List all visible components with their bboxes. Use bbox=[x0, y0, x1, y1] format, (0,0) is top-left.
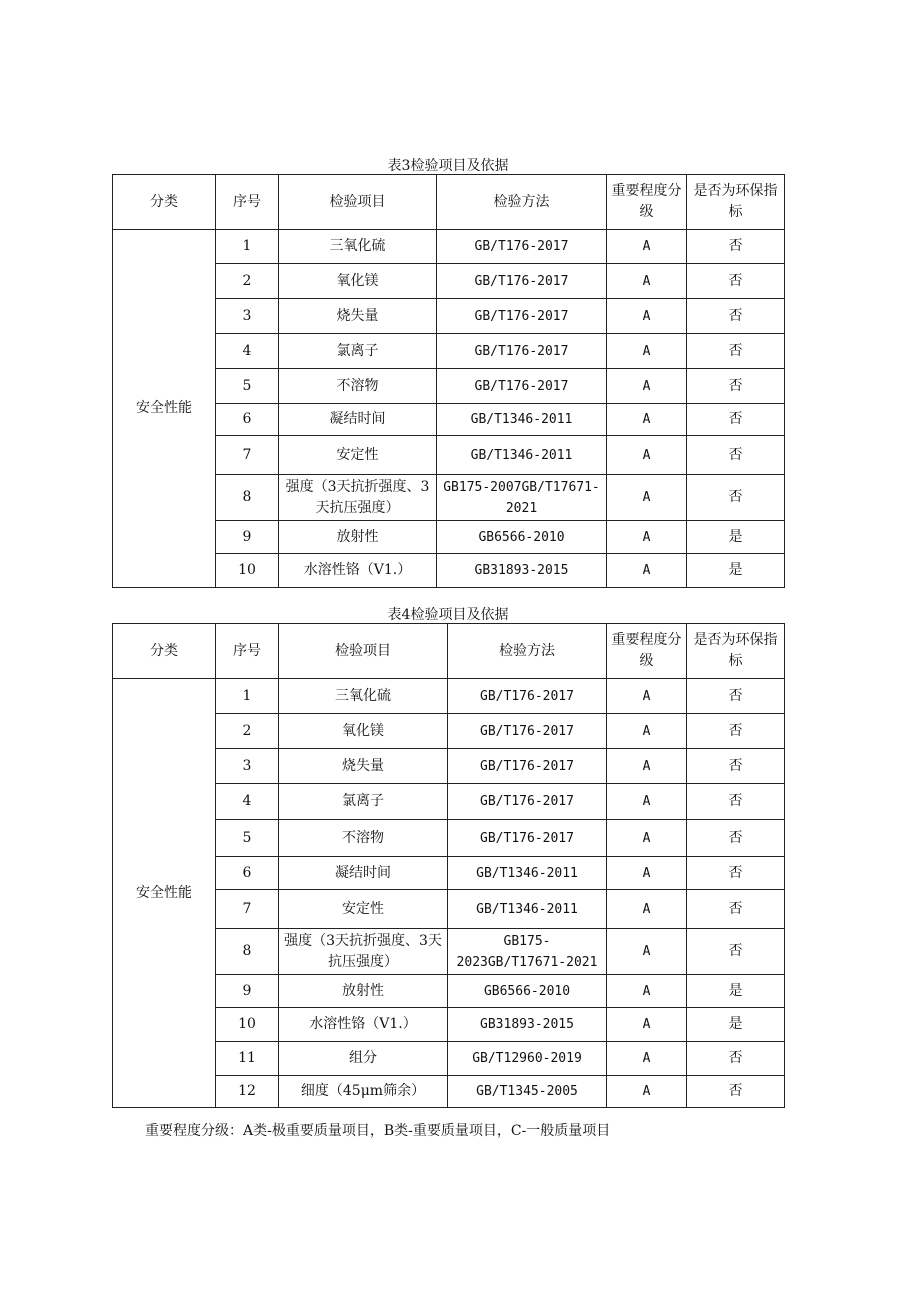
method-cell: GB/T176-2017 bbox=[448, 714, 607, 749]
method-cell: GB/T176-2017 bbox=[437, 264, 607, 299]
importance-cell: A bbox=[607, 820, 687, 857]
inspection-table-4 bbox=[112, 623, 785, 1108]
item-cell: 烧失量 bbox=[279, 749, 448, 784]
row-number-cell: 5 bbox=[216, 369, 279, 404]
env-indicator-cell: 是 bbox=[687, 975, 785, 1008]
row-number-cell: 9 bbox=[216, 521, 279, 554]
row-number-cell: 8 bbox=[216, 475, 279, 521]
importance-cell: A bbox=[607, 264, 687, 299]
env-indicator-cell: 是 bbox=[687, 1008, 785, 1042]
env-indicator-cell: 否 bbox=[687, 230, 785, 264]
category-cell: 安全性能 bbox=[113, 679, 216, 1108]
item-cell: 氧化镁 bbox=[279, 714, 448, 749]
header-method: 检验方法 bbox=[437, 175, 607, 230]
header-env-indicator: 是否为环保指标 bbox=[687, 175, 785, 230]
row-number-cell: 5 bbox=[216, 820, 279, 857]
method-cell: GB6566-2010 bbox=[437, 521, 607, 554]
method-cell: GB/T12960-2019 bbox=[448, 1042, 607, 1076]
importance-note: 重要程度分级：A类-极重要质量项目，B类-重要质量项目，C-一般质量项目 bbox=[145, 1123, 611, 1139]
env-indicator-cell: 否 bbox=[687, 679, 785, 714]
item-cell: 三氧化硫 bbox=[279, 230, 437, 264]
row-number-cell: 8 bbox=[216, 929, 279, 975]
row-number-cell: 1 bbox=[216, 679, 279, 714]
env-indicator-cell: 否 bbox=[687, 749, 785, 784]
env-indicator-cell: 是 bbox=[687, 521, 785, 554]
row-number-cell: 11 bbox=[216, 1042, 279, 1076]
method-cell: GB/T1346-2011 bbox=[437, 436, 607, 475]
header-method: 检验方法 bbox=[448, 624, 607, 679]
row-number-cell: 4 bbox=[216, 784, 279, 820]
importance-cell: A bbox=[607, 890, 687, 929]
item-cell: 氯离子 bbox=[279, 334, 437, 369]
method-cell: GB/T176-2017 bbox=[437, 334, 607, 369]
env-indicator-cell: 否 bbox=[687, 929, 785, 975]
method-cell: GB6566-2010 bbox=[448, 975, 607, 1008]
item-cell: 放射性 bbox=[279, 521, 437, 554]
header-number: 序号 bbox=[216, 624, 279, 679]
env-indicator-cell: 否 bbox=[687, 475, 785, 521]
env-indicator-cell: 否 bbox=[687, 264, 785, 299]
env-indicator-cell: 否 bbox=[687, 1042, 785, 1076]
item-cell: 氧化镁 bbox=[279, 264, 437, 299]
importance-cell: A bbox=[607, 679, 687, 714]
importance-cell: A bbox=[607, 929, 687, 975]
importance-cell: A bbox=[607, 714, 687, 749]
item-cell: 组分 bbox=[279, 1042, 448, 1076]
env-indicator-cell: 否 bbox=[687, 890, 785, 929]
importance-cell: A bbox=[607, 436, 687, 475]
row-number-cell: 2 bbox=[216, 714, 279, 749]
row-number-cell: 6 bbox=[216, 404, 279, 436]
item-cell: 放射性 bbox=[279, 975, 448, 1008]
method-cell: GB/T1346-2011 bbox=[448, 857, 607, 890]
env-indicator-cell: 否 bbox=[687, 436, 785, 475]
method-cell: GB/T176-2017 bbox=[448, 820, 607, 857]
env-indicator-cell: 否 bbox=[687, 820, 785, 857]
row-number-cell: 7 bbox=[216, 436, 279, 475]
method-cell: GB/T176-2017 bbox=[448, 749, 607, 784]
row-number-cell: 10 bbox=[216, 554, 279, 588]
item-cell: 细度（45μm筛余） bbox=[279, 1076, 448, 1108]
table-row bbox=[113, 679, 785, 714]
row-number-cell: 12 bbox=[216, 1076, 279, 1108]
header-env-indicator: 是否为环保指标 bbox=[687, 624, 785, 679]
method-cell: GB/T176-2017 bbox=[448, 679, 607, 714]
table-header-row bbox=[113, 624, 785, 679]
header-category: 分类 bbox=[113, 175, 216, 230]
method-cell: GB/T176-2017 bbox=[437, 369, 607, 404]
table4-caption: 表4检验项目及依据 bbox=[387, 607, 509, 623]
item-cell: 三氧化硫 bbox=[279, 679, 448, 714]
inspection-table-3 bbox=[112, 174, 785, 588]
importance-cell: A bbox=[607, 749, 687, 784]
table3-caption: 表3检验项目及依据 bbox=[387, 158, 509, 174]
method-cell: GB/T176-2017 bbox=[448, 784, 607, 820]
importance-cell: A bbox=[607, 784, 687, 820]
item-cell: 凝结时间 bbox=[279, 404, 437, 436]
row-number-cell: 6 bbox=[216, 857, 279, 890]
env-indicator-cell: 否 bbox=[687, 334, 785, 369]
item-cell: 安定性 bbox=[279, 890, 448, 929]
item-cell: 水溶性铬（V1.） bbox=[279, 1008, 448, 1042]
table-row bbox=[113, 230, 785, 264]
row-number-cell: 3 bbox=[216, 299, 279, 334]
env-indicator-cell: 否 bbox=[687, 299, 785, 334]
header-category: 分类 bbox=[113, 624, 216, 679]
env-indicator-cell: 是 bbox=[687, 554, 785, 588]
header-importance: 重要程度分级 bbox=[607, 624, 687, 679]
importance-cell: A bbox=[607, 857, 687, 890]
method-cell: GB/T1346-2011 bbox=[448, 890, 607, 929]
method-cell: GB31893-2015 bbox=[448, 1008, 607, 1042]
row-number-cell: 3 bbox=[216, 749, 279, 784]
env-indicator-cell: 否 bbox=[687, 1076, 785, 1108]
row-number-cell: 10 bbox=[216, 1008, 279, 1042]
method-cell: GB175-2023GB/T17671-2021 bbox=[448, 929, 607, 975]
env-indicator-cell: 否 bbox=[687, 857, 785, 890]
row-number-cell: 9 bbox=[216, 975, 279, 1008]
item-cell: 不溶物 bbox=[279, 820, 448, 857]
importance-cell: A bbox=[607, 230, 687, 264]
method-cell: GB/T176-2017 bbox=[437, 299, 607, 334]
importance-cell: A bbox=[607, 975, 687, 1008]
item-cell: 凝结时间 bbox=[279, 857, 448, 890]
method-cell: GB/T176-2017 bbox=[437, 230, 607, 264]
header-item: 检验项目 bbox=[279, 624, 448, 679]
item-cell: 氯离子 bbox=[279, 784, 448, 820]
header-importance: 重要程度分级 bbox=[607, 175, 687, 230]
item-cell: 强度（3天抗折强度、3天抗压强度） bbox=[279, 929, 448, 975]
header-number: 序号 bbox=[216, 175, 279, 230]
header-item: 检验项目 bbox=[279, 175, 437, 230]
importance-cell: A bbox=[607, 404, 687, 436]
row-number-cell: 4 bbox=[216, 334, 279, 369]
item-cell: 烧失量 bbox=[279, 299, 437, 334]
method-cell: GB175-2007GB/T17671-2021 bbox=[437, 475, 607, 521]
importance-cell: A bbox=[607, 554, 687, 588]
table-header-row bbox=[113, 175, 785, 230]
item-cell: 不溶物 bbox=[279, 369, 437, 404]
row-number-cell: 7 bbox=[216, 890, 279, 929]
env-indicator-cell: 否 bbox=[687, 369, 785, 404]
method-cell: GB/T1345-2005 bbox=[448, 1076, 607, 1108]
method-cell: GB/T1346-2011 bbox=[437, 404, 607, 436]
importance-cell: A bbox=[607, 369, 687, 404]
importance-cell: A bbox=[607, 475, 687, 521]
env-indicator-cell: 否 bbox=[687, 404, 785, 436]
importance-cell: A bbox=[607, 299, 687, 334]
item-cell: 安定性 bbox=[279, 436, 437, 475]
importance-cell: A bbox=[607, 1008, 687, 1042]
importance-cell: A bbox=[607, 1076, 687, 1108]
importance-cell: A bbox=[607, 521, 687, 554]
row-number-cell: 1 bbox=[216, 230, 279, 264]
method-cell: GB31893-2015 bbox=[437, 554, 607, 588]
importance-cell: A bbox=[607, 334, 687, 369]
item-cell: 强度（3天抗折强度、3天抗压强度） bbox=[279, 475, 437, 521]
importance-cell: A bbox=[607, 1042, 687, 1076]
env-indicator-cell: 否 bbox=[687, 714, 785, 749]
env-indicator-cell: 否 bbox=[687, 784, 785, 820]
category-cell: 安全性能 bbox=[113, 230, 216, 588]
row-number-cell: 2 bbox=[216, 264, 279, 299]
item-cell: 水溶性铬（V1.） bbox=[279, 554, 437, 588]
